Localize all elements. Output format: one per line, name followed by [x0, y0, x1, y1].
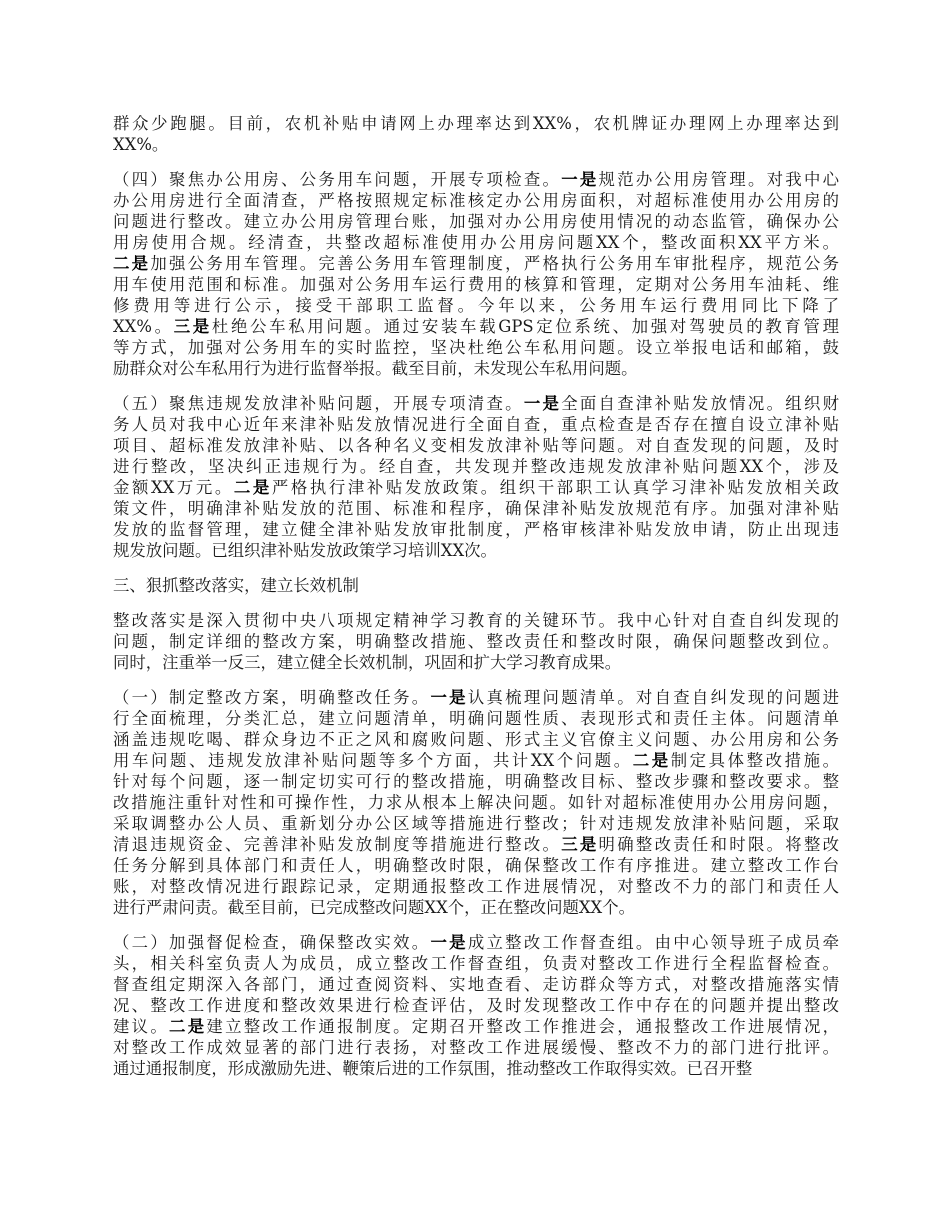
- text-line: [113, 337, 839, 358]
- text-line: [113, 687, 839, 708]
- text-run: 涵盖违规吃喝、群众身边不正之风和腐败问题、形式主义官僚主义问题、办公用房和公务: [113, 730, 839, 749]
- paragraph: [113, 393, 839, 561]
- text-run: 励群众对公车私用行为进行监督举报。截至目前，未发现公车私用问题。: [113, 359, 638, 378]
- text-line: [113, 750, 839, 771]
- text-run: 建立整改工作通报制度。定期召开整改工作推进会，通报整改工作进展情况，: [206, 1017, 840, 1036]
- text-run: 金额XX万元。: [113, 478, 234, 497]
- text-run: 项目、超标准发放津补贴、以各种名义变相发放津补贴等问题。对自查发现的问题，及时: [113, 436, 839, 455]
- text-run: 办公用房进行全面清查，严格按照规定标准核定办公用房面积，对超标准使用办公用房的: [113, 191, 839, 210]
- text-line: [113, 834, 839, 855]
- text-line: [113, 295, 839, 316]
- text-line: [113, 974, 839, 995]
- text-line: [113, 519, 839, 540]
- text-run: 加强公务用车管理。完善公务用车管理制度，严格执行公务用车审批程序，规范公务: [150, 254, 840, 273]
- text-line: [113, 708, 839, 729]
- text-run: 等方式，加强对公务用车的实时监控，坚决杜绝公车私用问题。设立举报电话和邮箱，鼓: [113, 338, 839, 357]
- text-line: [113, 631, 839, 652]
- text-line: [113, 414, 839, 435]
- text-line: [113, 358, 839, 379]
- text-run: 用车问题、违规发放津补贴问题等多个方面，共计XX个问题。: [113, 751, 633, 770]
- text-run: 修费用等进行公示，接受干部职工监督。今年以来，公务用车运行费用同比下降了: [113, 296, 839, 315]
- text-run: 规范办公用房管理。对我中心: [598, 170, 840, 189]
- text-run: 行全面梳理，分类汇总，建立问题清单，明确问题性质、表现形式和责任主体。问题清单: [113, 709, 839, 728]
- text-line: [113, 575, 839, 596]
- text-run: 针对每个问题，逐一制定切实可行的整改措施，明确整改目标、整改步骤和整改要求。整: [113, 772, 839, 791]
- text-run: 群众少跑腿。目前，农机补贴申请网上办理率达到XX%，农机牌证办理网上办理率达到: [113, 114, 839, 133]
- text-run: 规发放问题。已组织津补贴发放政策学习培训XX次。: [113, 541, 497, 560]
- text-run: （四）聚焦办公用房、公务用车问题，开展专项检查。: [113, 170, 562, 189]
- text-run: 制定具体整改措施。: [670, 751, 840, 770]
- text-run: 头，相关科室负责人为成员，成立整改工作督查组，负责对整改工作进行全程监督检查。: [113, 954, 839, 973]
- text-run: 对整改工作成效显著的部门进行表扬，对整改工作进展缓慢、整改不力的部门进行批评。: [113, 1038, 839, 1057]
- text-run: 建议。: [113, 1017, 170, 1036]
- text-run: 明确整改责任和时限。将整改: [598, 835, 840, 854]
- bold-lead-in: 二是: [113, 254, 151, 273]
- document-page: [113, 113, 839, 1093]
- text-run: 清退违规资金、完善津补贴发放制度等措施进行整改。: [113, 835, 562, 854]
- bold-lead-in: 三是: [561, 835, 599, 854]
- text-line: [113, 652, 839, 673]
- text-run: 全面自查津补贴发放情况。组织财: [561, 394, 840, 413]
- text-run: 整改落实是深入贯彻中央八项规定精神学习教育的关键环节。我中心针对自查自纠发现的: [113, 611, 839, 630]
- paragraph: [113, 169, 839, 379]
- text-line: [113, 274, 839, 295]
- paragraph: [113, 610, 839, 673]
- text-line: [113, 113, 839, 134]
- text-run: 况、整改工作进度和整改效果进行检查评估，及时发现整改工作中存在的问题并提出整改: [113, 996, 839, 1015]
- text-line: [113, 932, 839, 953]
- text-run: 三、狠抓整改落实，建立长效机制: [113, 576, 359, 595]
- paragraph: [113, 932, 839, 1079]
- text-line: [113, 855, 839, 876]
- bold-lead-in: 一是: [561, 170, 599, 189]
- bold-lead-in: 一是: [430, 933, 468, 952]
- text-run: 进行整改，坚决纠正违规行为。经自查，共发现并整改违规发放津补贴问题XX个，涉及: [113, 457, 839, 476]
- text-run: 改措施注重针对性和可操作性，力求从根本上解决问题。如针对超标准使用办公用房问题，: [113, 793, 839, 812]
- text-line: [113, 1058, 839, 1079]
- text-line: [113, 953, 839, 974]
- text-run: 杜绝公车私用问题。通过安装车载GPS定位系统、加强对驾驶员的教育管理: [211, 317, 839, 336]
- text-line: [113, 435, 839, 456]
- text-line: [113, 393, 839, 414]
- section-heading: [113, 575, 839, 596]
- text-line: [113, 1037, 839, 1058]
- text-line: [113, 190, 839, 211]
- text-line: [113, 253, 839, 274]
- bold-lead-in: 一是: [430, 688, 468, 707]
- text-run: 督查组定期深入各部门，通过查阅资料、实地查看、走访群众等方式，对整改措施落实情: [113, 975, 839, 994]
- text-line: [113, 456, 839, 477]
- text-run: （一）制定整改方案，明确整改任务。: [113, 688, 431, 707]
- text-line: [113, 477, 839, 498]
- bold-lead-in: 二是: [233, 478, 272, 497]
- text-run: 认真梳理问题清单。对自查自纠发现的问题进: [467, 688, 840, 707]
- paragraph: [113, 687, 839, 918]
- text-run: XX%。: [113, 135, 169, 154]
- bold-lead-in: 二是: [632, 751, 671, 770]
- text-run: 任务分解到具体部门和责任人，明确整改时限，确保整改工作有序推进。建立整改工作台: [113, 856, 839, 875]
- text-run: 采取调整办公人员、重新划分办公区域等措施进行整改；针对违规发放津补贴问题，采取: [113, 814, 839, 833]
- text-run: （五）聚焦违规发放津补贴问题，开展专项清查。: [113, 394, 524, 413]
- text-line: [113, 792, 839, 813]
- text-line: [113, 211, 839, 232]
- text-line: [113, 771, 839, 792]
- text-run: 问题，制定详细的整改方案，明确整改措施、整改责任和整改时限，确保问题整改到位。: [113, 632, 839, 651]
- text-line: [113, 610, 839, 631]
- paragraph: [113, 113, 839, 155]
- text-line: [113, 876, 839, 897]
- text-run: 务人员对我中心近年来津补贴发放情况进行全面自查，重点检查是否存在擅自设立津补贴: [113, 415, 839, 434]
- text-run: 账，对整改情况进行跟踪记录，定期通报整改工作进展情况，对整改不力的部门和责任人: [113, 877, 839, 896]
- text-run: XX%。: [113, 317, 174, 336]
- text-line: [113, 316, 839, 337]
- bold-lead-in: 三是: [173, 317, 212, 336]
- text-run: 用房使用合规。经清查，共整改超标准使用办公用房问题XX个，整改面积XX平方米。: [113, 233, 839, 252]
- text-line: [113, 134, 839, 155]
- text-run: 通过通报制度，形成激励先进、鞭策后进的工作氛围，推动整改工作取得实效。已召开整: [113, 1059, 753, 1078]
- text-line: [113, 232, 839, 253]
- text-run: 同时，注重举一反三，建立健全长效机制，巩固和扩大学习教育成果。: [113, 653, 622, 672]
- text-run: 问题进行整改。建立办公用房管理台账，加强对办公用房使用情况的动态监管，确保办公: [113, 212, 839, 231]
- text-run: 用车使用范围和标准。加强对公务用车运行费用的核算和管理，定期对公务用车油耗、维: [113, 275, 839, 294]
- text-line: [113, 897, 839, 918]
- text-run: 策文件，明确津补贴发放的范围、标准和程序，确保津补贴发放规范有序。加强对津补贴: [113, 499, 839, 518]
- text-line: [113, 540, 839, 561]
- text-run: 发放的监督管理，建立健全津补贴发放审批制度，严格审核津补贴发放申请，防止出现违: [113, 520, 839, 539]
- text-line: [113, 995, 839, 1016]
- text-line: [113, 1016, 839, 1037]
- text-line: [113, 498, 839, 519]
- text-run: 严格执行津补贴发放政策。组织干部职工认真学习津补贴发放相关政: [271, 478, 840, 497]
- text-run: （二）加强督促检查，确保整改实效。: [113, 933, 431, 952]
- text-line: [113, 169, 839, 190]
- bold-lead-in: 二是: [169, 1017, 207, 1036]
- text-run: 成立整改工作督查组。由中心领导班子成员牵: [467, 933, 840, 952]
- text-line: [113, 813, 839, 834]
- text-line: [113, 729, 839, 750]
- text-run: 进行严肃问责。截至目前，已完成整改问题XX个，正在整改问题XX个。: [113, 898, 636, 917]
- bold-lead-in: 一是: [523, 394, 562, 413]
